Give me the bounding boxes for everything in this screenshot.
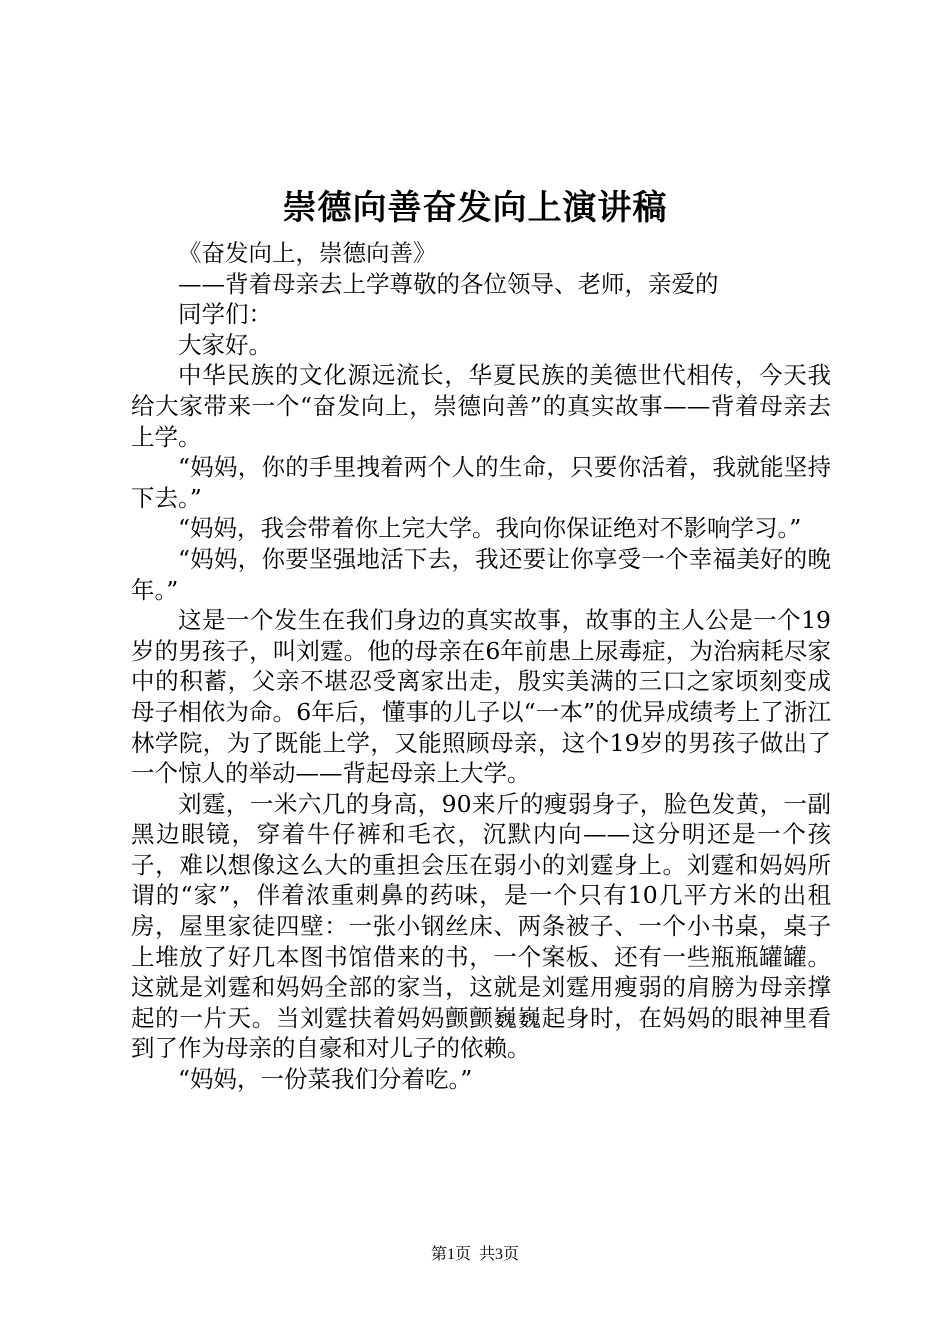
greeting: 大家好。 (178, 330, 272, 359)
quote-paragraph: “妈妈，你的手里拽着两个人的生命，只要你活着，我就能坚持下去。” (131, 453, 831, 512)
quote-paragraph: “妈妈，你要坚强地活下去，我还要让你享受一个幸福美好的晚年。” (131, 544, 831, 604)
salutation-line: 同学们： (178, 300, 272, 329)
document-body (131, 238, 831, 1095)
paragraph: 刘霆，一米六几的身高，90来斤的瘦弱身子，脸色发黄，一副黑边眼镜，穿着牛仔裤和毛衣，沉默内向——这分明还是一个孩子，难以想像这么大的重担会压在弱小的刘霆身上。刘霆和妈妈所谓的“家”，伴着浓重刺鼻的药味，是一个只有10几平方米的出租房，屋里家徒四壁：一张小钢丝床、两条被子、一个小书桌，桌子上堆放了好几本图书馆借来的书，一个案板、还有一些瓶瓶罐罐。这就是刘霆和妈妈全部的家当，这就是刘霆用瘦弱的肩膀为母亲撑起的一片天。当刘霆扶着妈妈颤颤巍巍起身时，在妈妈的眼神里看到了作为母亲的自豪和对儿子的依赖。 (131, 789, 831, 1063)
subtitle: 《奋发向上，崇德向善》 (178, 239, 437, 267)
page-footer (0, 1245, 950, 1265)
subtitle-dash-line: ——背着母亲去上学尊敬的各位领导、老师，亲爱的 (178, 269, 719, 298)
quote-paragraph: “妈妈，我会带着你上完大学。我向你保证绝对不影响学习。” (178, 514, 802, 543)
page-total: 共3页 (479, 1246, 520, 1263)
paragraph: 中华民族的文化源远流长，华夏民族的美德世代相传，今天我给大家带来一个“奋发向上，崇德向善”的真实故事——背着母亲去上学。 (131, 361, 831, 451)
page-number: 第1页 (430, 1246, 471, 1263)
quote-paragraph: “妈妈，一份菜我们分着吃。” (178, 1065, 473, 1094)
paragraph: 这是一个发生在我们身边的真实故事，故事的主人公是一个19岁的男孩子，叫刘霆。他的母亲在6年前患上尿毒症，为治病耗尽家中的积蓄，父亲不堪忍受离家出走，殷实美满的三口之家顷刻变成母子相依为命。6年后，懂事的儿子以“一本”的优异成绩考上了浙江林学院，为了既能上学，又能照顾母亲，这个19岁的男孩子做出了一个惊人的举动——背起母亲上大学。 (131, 606, 831, 788)
document-title: 崇德向善奋发向上演讲稿 (282, 188, 668, 228)
